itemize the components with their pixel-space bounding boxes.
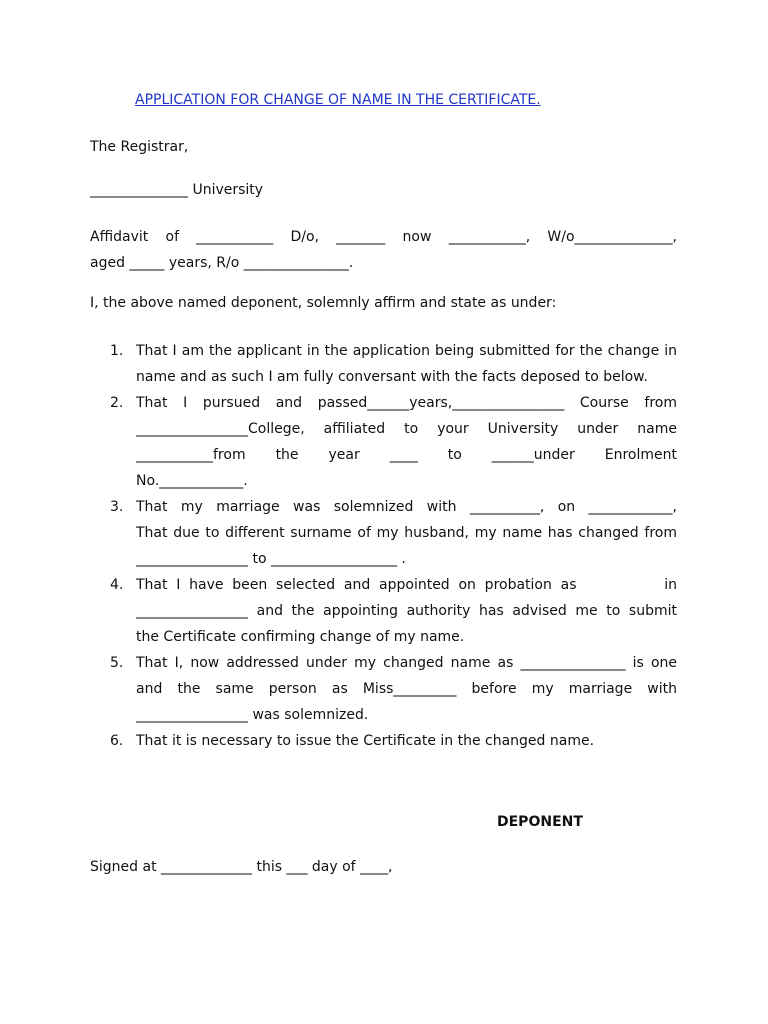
list-item xyxy=(90,650,677,728)
item-line: ________________ to __________________ . xyxy=(136,551,406,567)
item-line: That I am the applicant in the application being submitted for the change in xyxy=(136,343,677,359)
document-title: APPLICATION FOR CHANGE OF NAME IN THE CERTIFICATE. xyxy=(135,92,541,108)
list-item xyxy=(90,338,677,390)
signed-line: Signed at _____________ this ___ day of ____, xyxy=(90,859,393,875)
item-number: 4. xyxy=(110,577,124,593)
item-number: 2. xyxy=(110,395,124,411)
item-line: ________________College, affiliated to your University under name xyxy=(136,421,677,437)
list-item xyxy=(90,390,677,494)
item-line: name and as such I am fully conversant with the facts deposed to below. xyxy=(136,369,648,385)
affidavit-block xyxy=(90,224,677,276)
deponent-label: DEPONENT xyxy=(497,814,583,830)
affidavit-line-1: Affidavit of ___________ D/o, _______ now ___________, W/o______________, xyxy=(90,229,677,245)
item-line: That it is necessary to issue the Certificate in the changed name. xyxy=(136,733,595,749)
item-number: 6. xyxy=(110,733,124,749)
list-item xyxy=(90,494,677,572)
affidavit-line-2: aged _____ years, R/o _______________. xyxy=(90,255,354,271)
item-number: 5. xyxy=(110,655,124,671)
item-line: ________________ was solemnized. xyxy=(136,707,369,723)
statement-list xyxy=(90,338,677,754)
item-line: That my marriage was solemnized with __________, on ____________, xyxy=(136,499,677,515)
item-line: ___________from the year ____ to ______under Enrolment xyxy=(136,447,677,463)
addressee: The Registrar, xyxy=(90,139,189,155)
university-line: ______________ University xyxy=(90,182,264,198)
intro-statement: I, the above named deponent, solemnly affirm and state as under: xyxy=(90,295,557,311)
item-line: That I, now addressed under my changed name as _______________ is one xyxy=(136,655,677,671)
item-number: 3. xyxy=(110,499,124,515)
item-line: the Certificate confirming change of my name. xyxy=(136,629,465,645)
item-line: and the same person as Miss_________ before my marriage with xyxy=(136,681,677,697)
item-line: That I pursued and passed______years,________________ Course from xyxy=(136,395,677,411)
item-line: That I have been selected and appointed on probation as in xyxy=(136,577,677,593)
item-number: 1. xyxy=(110,343,124,359)
item-line: No.____________. xyxy=(136,473,248,489)
item-line: That due to different surname of my husband, my name has changed from xyxy=(136,525,677,541)
list-item xyxy=(90,572,677,650)
list-item xyxy=(90,728,677,754)
item-line: ________________ and the appointing authority has advised me to submit xyxy=(136,603,677,619)
